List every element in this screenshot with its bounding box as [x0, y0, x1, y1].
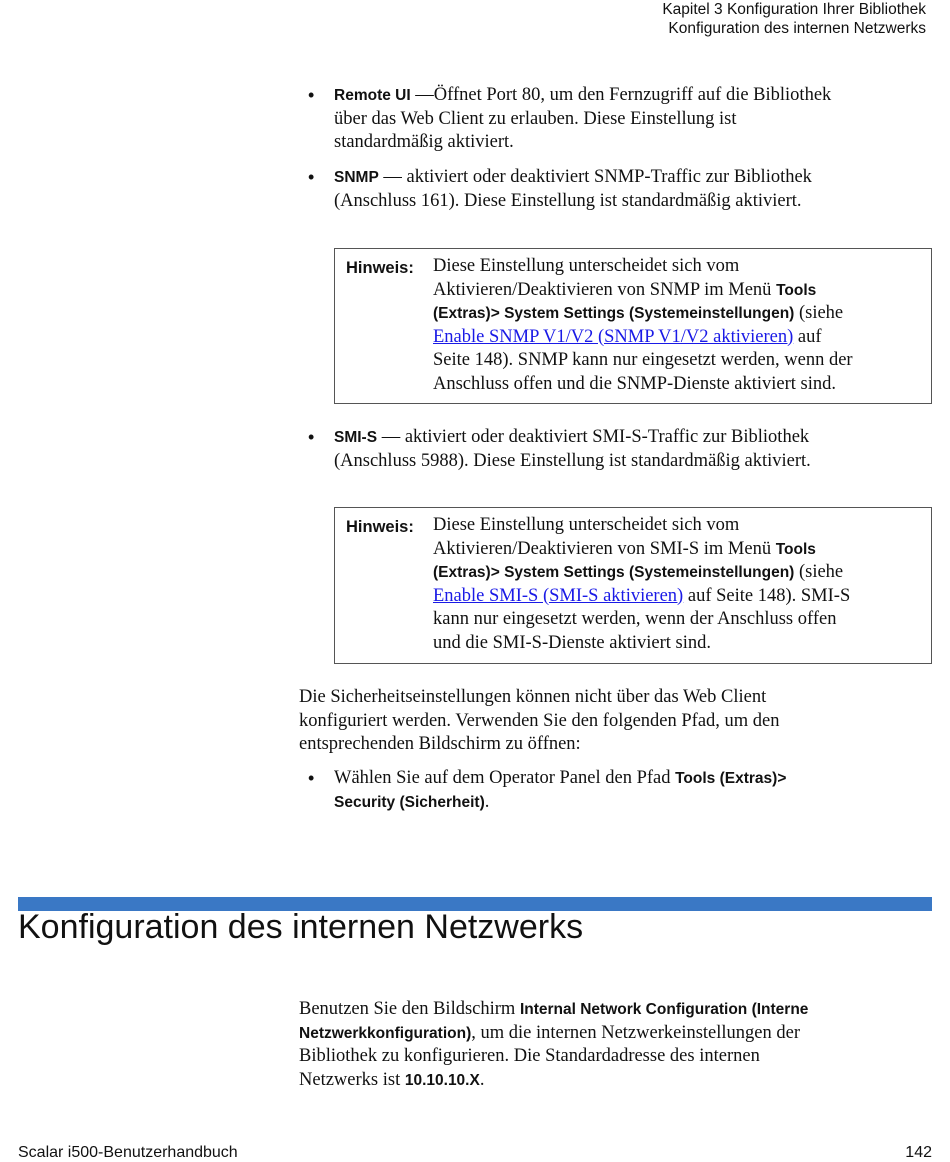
page-number: 142 — [905, 1144, 932, 1161]
header-chapter: Kapitel 3 Konfiguration Ihrer Bibliothek — [662, 1, 926, 18]
remote-ui-text: Öffnet Port 80, um den Fernzugriff auf die Bibliothek — [433, 85, 832, 105]
snmp-label: SNMP — [334, 169, 379, 186]
note-label: Hinweis: — [346, 518, 414, 536]
remote-ui-label: Remote UI — [334, 87, 411, 104]
link-enable-snmp[interactable]: Enable SNMP V1/V2 (SNMP V1/V2 aktivieren) — [433, 326, 794, 347]
smi-s-label: SMI-S — [334, 429, 378, 446]
note-box-snmp: Hinweis: Diese Einstellung unterscheidet sich vom Aktivieren/Deaktivieren von SNMP im Menü Tools (Extras)> System Settings (Systemeinstellungen) (siehe Enable SNMP V1/V2 (SNMP V1/V2 aktivieren) auf Seite 148). SNMP kann nur eingesetzt werden, wenn der Anschluss offen und die SNMP-Dienste aktiviert sind. — [334, 248, 932, 404]
default-address: 10.10.10.X — [404, 1071, 480, 1089]
intro-paragraph: Benutzen Sie den Bildschirm Internal Network Configuration (Interne Netzwerkkonfiguration), um die internen Netzwerkeinstellungen der Bibliothek zu konfigurieren. Die Standardadresse des internen Netzwerks ist 10.10.10.X. — [299, 999, 809, 1090]
bullet-smi-s: • SMI-S — aktiviert oder deaktiviert SMI-S-Traffic zur Bibliothek (Anschluss 5988). Diese Einstellung ist standardmäßig aktiviert. — [334, 426, 910, 473]
note-label: Hinweis: — [346, 259, 414, 277]
smi-s-text: aktiviert oder deaktiviert SMI-S-Traffic zur Bibliothek — [404, 427, 810, 447]
footer-manual-title: Scalar i500-Benutzerhandbuch — [18, 1144, 238, 1161]
bullet-remote-ui: • Remote UI —Öffnet Port 80, um den Fernzugriff auf die Bibliothek über das Web Client zu erlauben. Diese Einstellung ist standardmäßig aktiviert. — [334, 84, 910, 155]
snmp-text: aktiviert oder deaktiviert SNMP-Traffic zur Bibliothek — [406, 167, 812, 187]
bullet-security-path: • Wählen Sie auf dem Operator Panel den Pfad Tools (Extras)> Security (Sicherheit). — [334, 767, 910, 814]
section-title: Konfiguration des internen Netzwerks — [18, 908, 584, 946]
screen-name: Internal Network Configuration (Interne — [519, 1001, 809, 1018]
running-header — [662, 0, 926, 38]
header-section: Konfiguration des internen Netzwerks — [668, 20, 926, 37]
bullet-snmp: • SNMP — aktiviert oder deaktiviert SNMP-Traffic zur Bibliothek (Anschluss 161). Diese Einstellung ist standardmäßig aktiviert. — [334, 166, 910, 213]
menu-path-security: Security (Sicherheit) — [334, 793, 485, 811]
note-box-smi-s: Hinweis: Diese Einstellung unterscheidet sich vom Aktivieren/Deaktivieren von SMI-S im Menü Tools (Extras)> System Settings (Systemeinstellungen) (siehe Enable SMI-S (SMI-S aktivieren) auf Seite 148). SMI-S kann nur eingesetzt werden, wenn der Anschluss offen und die SMI-S-Dienste aktiviert sind. — [334, 507, 932, 664]
link-enable-smi-s[interactable]: Enable SMI-S (SMI-S aktivieren) — [433, 585, 684, 606]
menu-path-tools: Tools (Extras)> — [675, 770, 787, 787]
security-paragraph: Die Sicherheitseinstellungen können nicht über das Web Client konfiguriert werden. Verwenden Sie den folgenden Pfad, um den entsprechenden Bildschirm zu öffnen: — [299, 687, 780, 754]
